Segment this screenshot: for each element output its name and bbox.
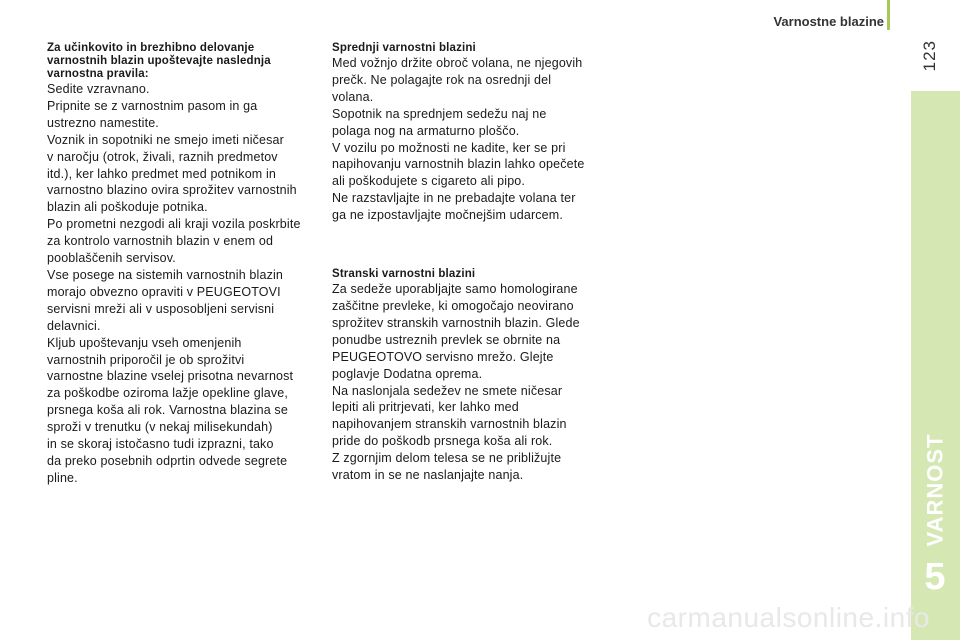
left-heading: Za učinkovito in brezhibno delovanje varnostnih blazin upoštevajte naslednja varnostna pravila: bbox=[47, 42, 271, 80]
section-spacer bbox=[332, 224, 612, 268]
page-header-title: Varnostne blazine bbox=[773, 14, 884, 29]
left-column bbox=[47, 42, 322, 487]
chapter-tab-label bbox=[913, 430, 957, 550]
chapter-number: 5 bbox=[924, 556, 946, 598]
side-airbags-body: Za sedeže uporabljajte samo homologirane zaščitne prevleke, ki omogočajo neovirano sprožitev stranskih varnostnih blazin. Glede ponudbe ustreznih prevlek se obrnite na PEUGEOTOVO servisno mrežo. Glejte poglavje Dodatna oprema. Na naslonjala sedežev ne smete ničesar lepiti ali pritrjevati, ker lahko med napihovanjem stranskih varnostnih blazin pride do poškodb prsnega koša ali rok. Z zgornjim delom telesa se ne približujte vratom in se ne naslanjajte nanja. bbox=[332, 282, 580, 483]
front-airbags-body: Med vožnjo držite obroč volana, ne njegovih prečk. Ne polagajte rok na osrednji del volana. Sopotnik na sprednjem sedežu naj ne polaga nog na armaturno ploščo. V vozilu po možnosti ne kadite, ker se pri napihovanju varnostnih blazin lahko opečete ali poškodujete s cigareto ali pipo. Ne razstavljajte in ne prebadajte volana ter ga ne izpostavljajte močnejšim udarcem. bbox=[332, 56, 585, 223]
watermark: carmanualsonline.info bbox=[647, 602, 930, 633]
right-column bbox=[332, 42, 612, 484]
header-divider bbox=[887, 0, 890, 30]
page-number: 123 bbox=[920, 40, 939, 72]
chapter-title: VARNOST bbox=[922, 433, 947, 547]
left-body: Sedite vzravnano. Pripnite se z varnostnim pasom in ga ustrezno namestite. Voznik in sopotniki ne smejo imeti ničesar v naročju (otrok, živali, raznih predmetov itd.), ker lahko predmet med potnikom in varnostno blazino ovira sprožitev varnostnih blazin ali poškoduje potnika. Po prometni nezgodi ali kraji vozila poskrbite za kontrolo varnostnih blazin v enem od pooblaščenih servisov. Vse posege na sistemih varnostnih blazin morajo obvezno opraviti v PEUGEOTOVI servisni mreži ali v usposobljeni servisni delavnici. Kljub upoštevanju vseh omenjenih varnostnih priporočil je ob sprožitvi varnostne blazine vselej prisotna nevarnost za poškodbe oziroma lažje opekline glave, prsnega koša ali rok. Varnostna blazina se sproži v trenutku (v nekaj milisekundah) in se skoraj istočasno tudi izprazni, tako da preko posebnih odprtin odvede segrete pline. bbox=[47, 82, 301, 485]
side-airbags-heading: Stranski varnostni blazini bbox=[332, 268, 476, 281]
front-airbags-heading: Sprednji varnostni blazini bbox=[332, 42, 476, 54]
